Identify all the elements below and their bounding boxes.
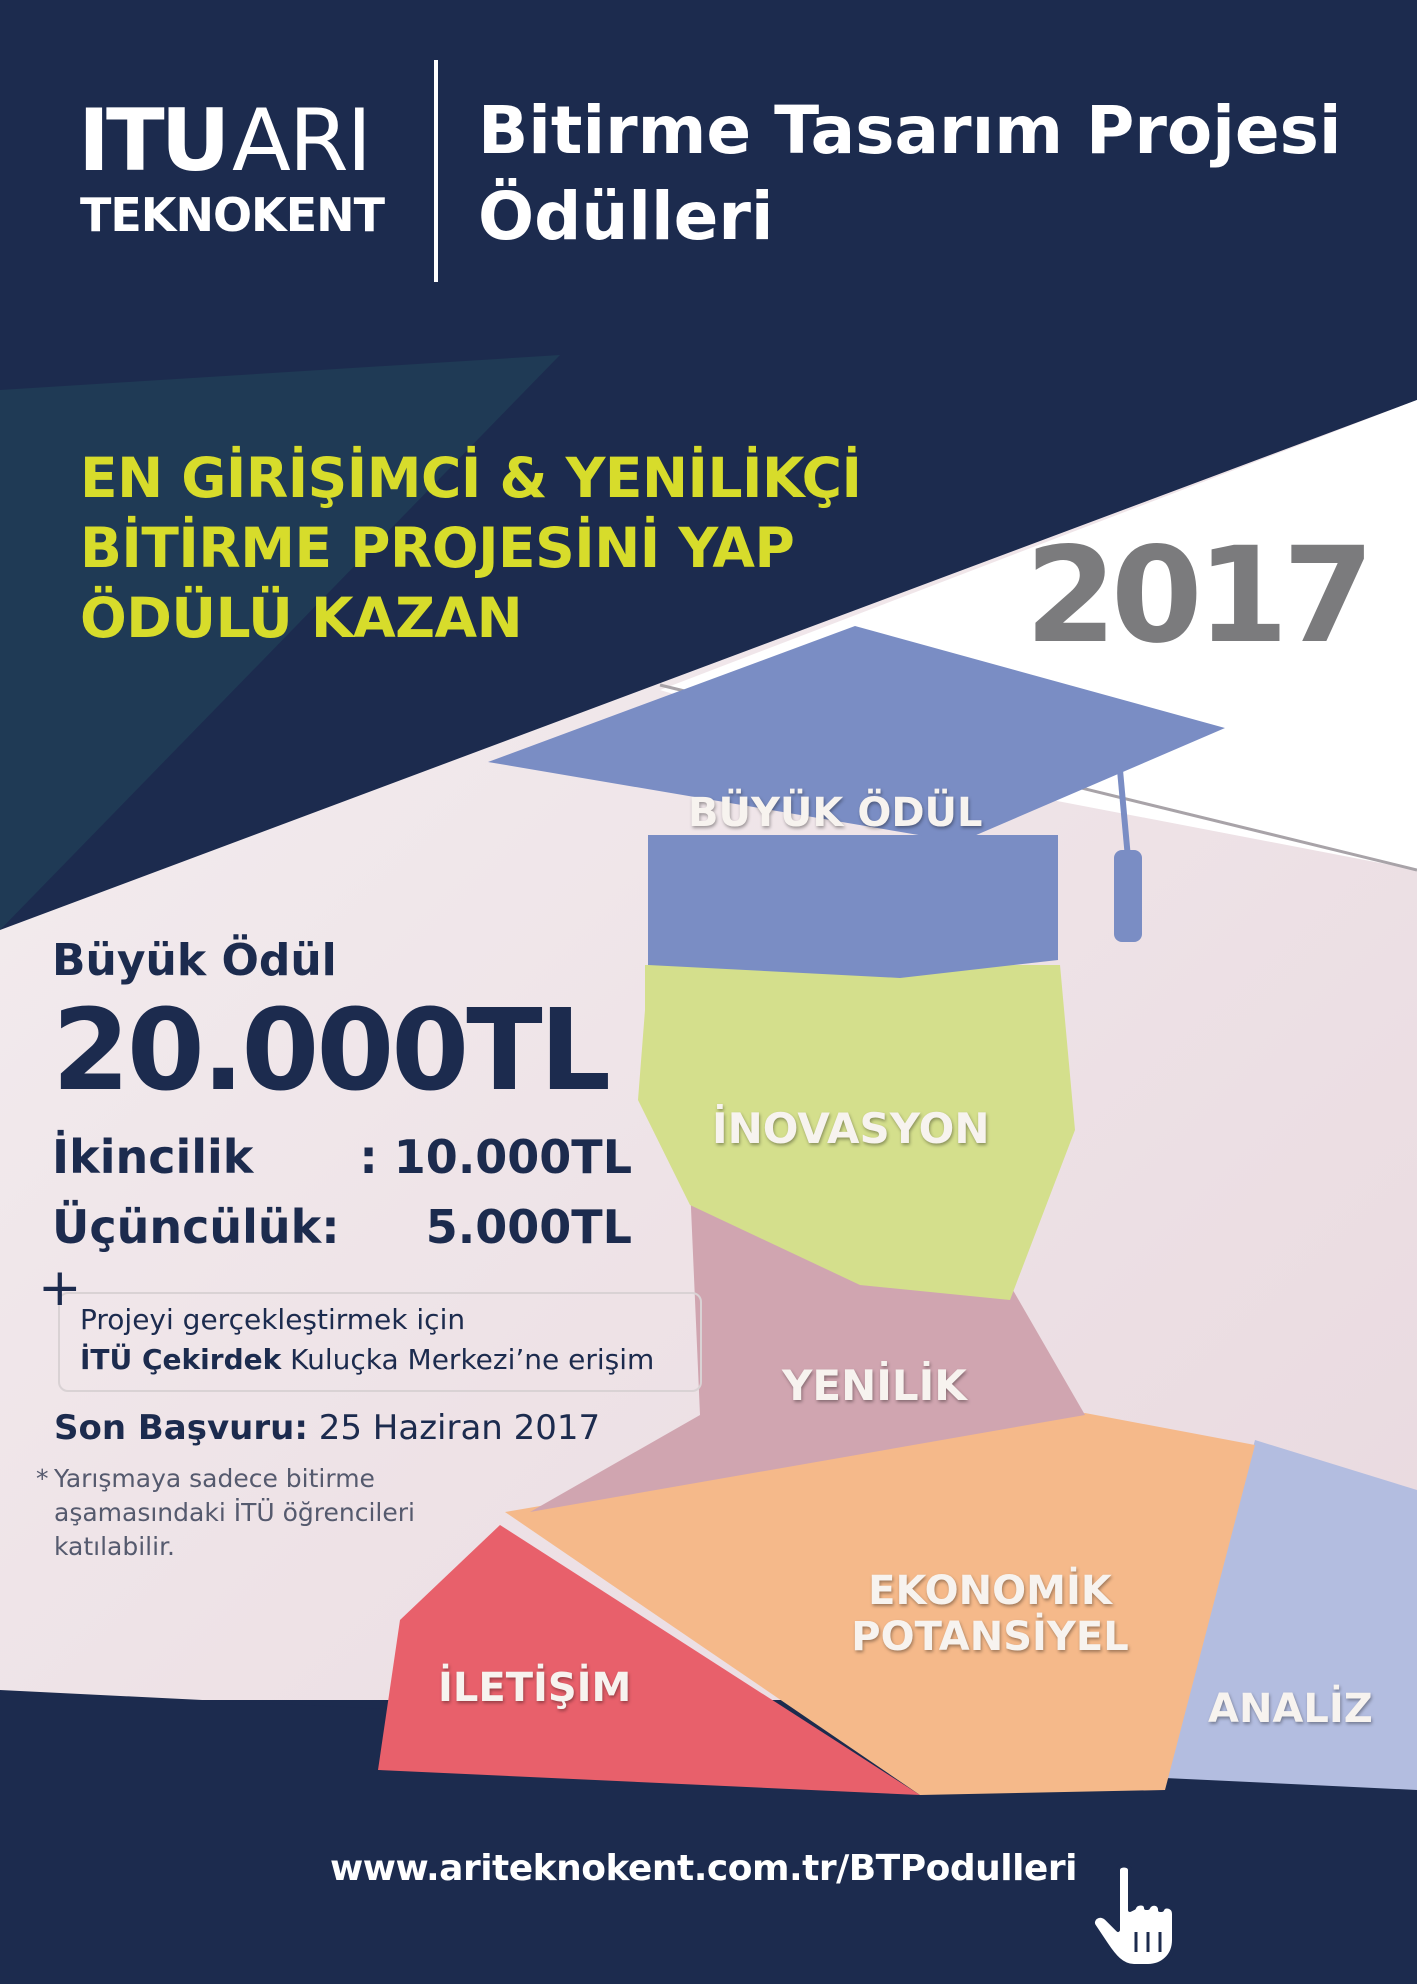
note-line1: Yarışmaya sadece bitirme xyxy=(54,1464,375,1493)
header-title xyxy=(478,88,1398,260)
chest-label-line2: POTANSİYEL xyxy=(851,1614,1129,1660)
second-prize-amount: : 10.000TL xyxy=(359,1130,632,1184)
logo-teknokent: TEKNOKENT xyxy=(80,188,384,242)
second-prize-row xyxy=(52,1130,632,1184)
slogan xyxy=(80,443,861,653)
grand-prize-amount: 20.000TL xyxy=(52,986,608,1116)
deadline-date: 25 Haziran 2017 xyxy=(307,1408,601,1448)
note-line2: aşamasındaki İTÜ öğrencileri xyxy=(54,1498,415,1527)
header-title-line1: Bitirme Tasarım Projesi xyxy=(478,92,1342,169)
hand-pointer-icon xyxy=(1088,1862,1198,1972)
left-shoulder-label: İLETİŞİM xyxy=(438,1665,632,1711)
neck-label: YENİLİK xyxy=(782,1361,967,1410)
cap-band xyxy=(648,835,1058,978)
perk-line2 xyxy=(80,1340,654,1380)
header-title-line2: Ödülleri xyxy=(478,178,774,255)
third-prize-row xyxy=(52,1200,632,1254)
note-asterisk: * xyxy=(36,1464,49,1493)
year: 2017 xyxy=(1025,519,1369,673)
header-divider xyxy=(434,60,438,282)
chest-label-line1: EKONOMİK xyxy=(868,1568,1112,1614)
slogan-line3: ÖDÜLÜ KAZAN xyxy=(80,586,523,650)
chest-label xyxy=(800,1568,1180,1660)
third-prize-label: Üçüncülük: xyxy=(52,1200,340,1254)
grand-prize-label: Büyük Ödül xyxy=(52,935,337,986)
third-prize-amount: 5.000TL xyxy=(425,1200,632,1254)
plus-icon: + xyxy=(38,1258,82,1318)
second-prize-label: İkincilik xyxy=(52,1130,254,1184)
logo-itu: ITU xyxy=(78,91,227,191)
perk-text xyxy=(80,1300,654,1380)
note-line3: katılabilir. xyxy=(54,1532,176,1561)
deadline-label: Son Başvuru: xyxy=(54,1408,308,1448)
eligibility-note xyxy=(36,1462,415,1564)
logo-ari: ARI xyxy=(232,91,370,191)
perk-incubator-name: İTÜ Çekirdek xyxy=(80,1343,282,1376)
cap-label: BÜYÜK ÖDÜL xyxy=(688,790,983,836)
face-label: İNOVASYON xyxy=(712,1104,990,1153)
perk-line2-rest: Kuluçka Merkezi’ne erişim xyxy=(281,1343,655,1376)
deadline xyxy=(54,1408,600,1448)
slogan-line2: BİTİRME PROJESİNİ YAP xyxy=(80,516,795,580)
slogan-line1: EN GİRİŞİMCİ & YENİLİKÇİ xyxy=(80,446,862,510)
perk-line1: Projeyi gerçekleştirmek için xyxy=(80,1303,466,1336)
website-link[interactable]: www.ariteknokent.com.tr/BTPodulleri xyxy=(330,1848,1077,1889)
right-shoulder-label: ANALİZ xyxy=(1208,1686,1373,1732)
tassel xyxy=(1114,850,1142,942)
